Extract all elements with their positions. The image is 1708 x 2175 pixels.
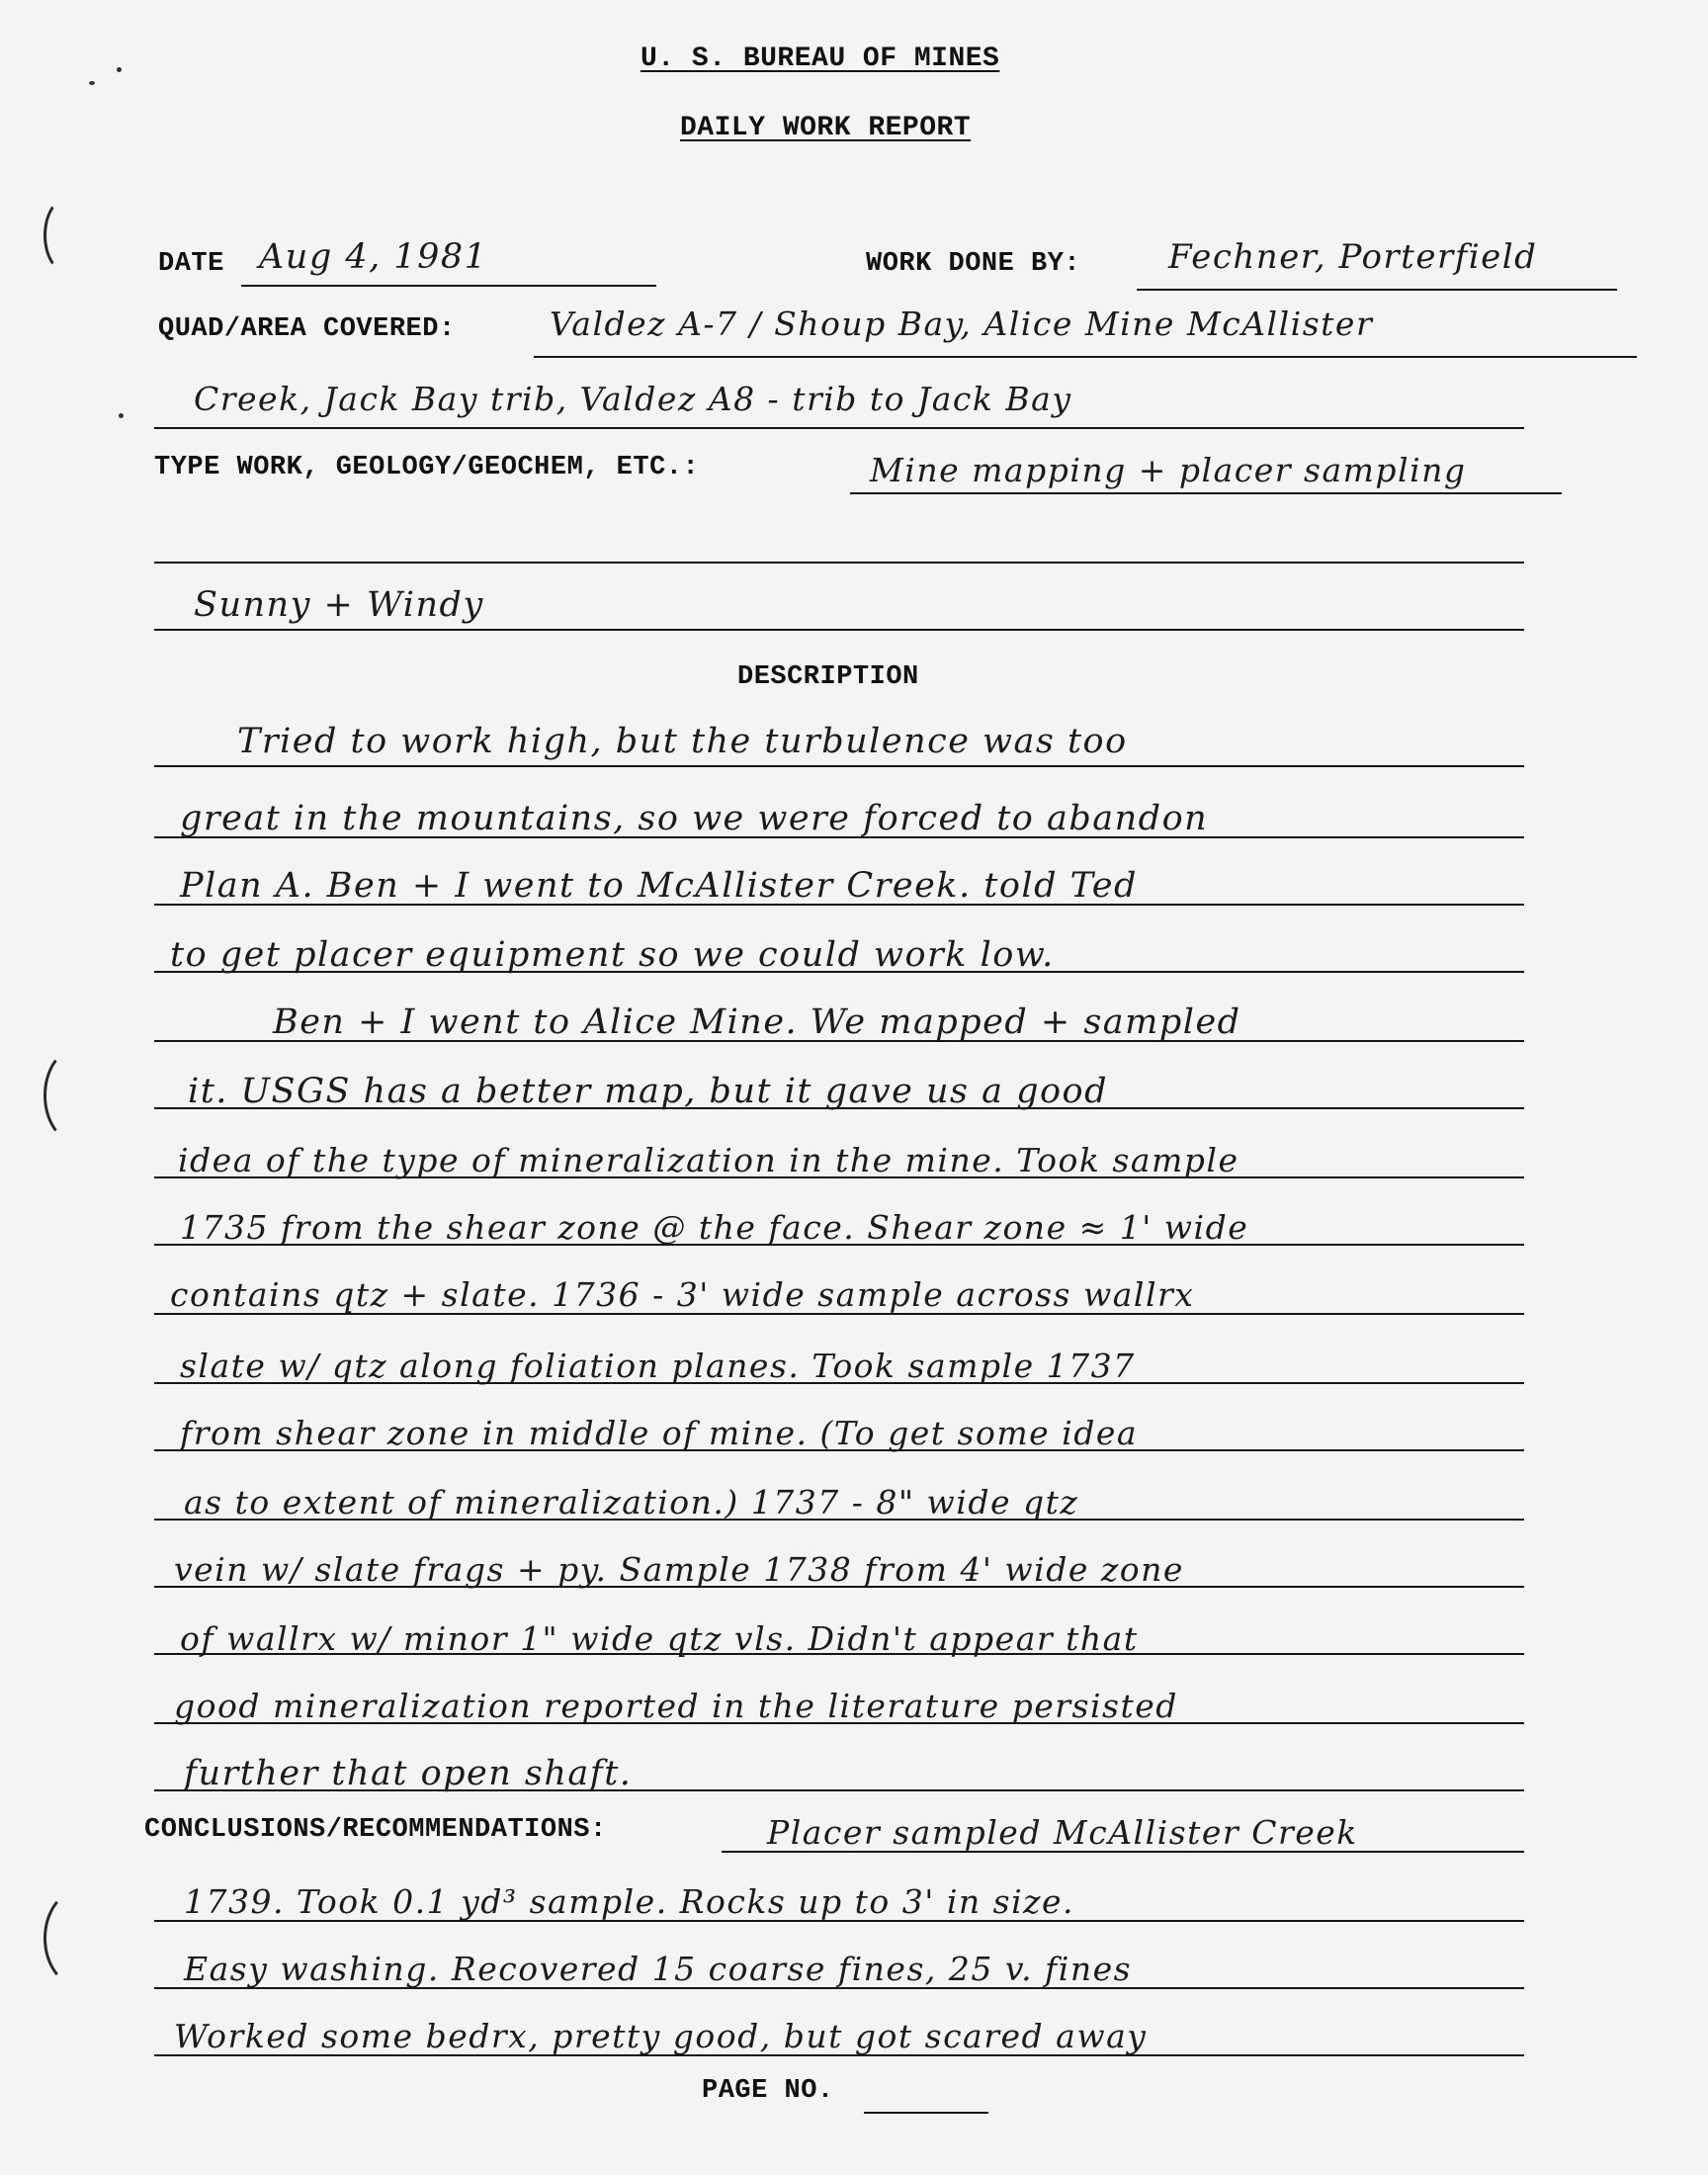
ink-speck xyxy=(119,413,124,418)
description-line: Tried to work high, but the turbulence was too xyxy=(237,722,1128,761)
description-rule xyxy=(154,904,1524,906)
punch-hole-middle xyxy=(43,1048,109,1143)
quad-area-label: QUAD/AREA COVERED: xyxy=(158,314,456,344)
quad-area-rule-1 xyxy=(534,356,1637,358)
description-rule xyxy=(154,1176,1524,1178)
conclusions-line: Easy washing. Recovered 15 coarse fines, 25 v. fines xyxy=(184,1950,1133,1988)
description-heading: DESCRIPTION xyxy=(737,662,919,692)
description-rule xyxy=(154,836,1524,838)
description-line: 1735 from the shear zone @ the face. Shear zone ≈ 1' wide xyxy=(180,1208,1249,1247)
type-work-rule xyxy=(850,492,1562,494)
description-rule xyxy=(154,1382,1524,1384)
description-line: vein w/ slate frags + py. Sample 1738 from 4' wide zone xyxy=(174,1550,1184,1589)
date-value: Aug 4, 1981 xyxy=(259,237,488,277)
quad-area-rule-2 xyxy=(154,427,1524,429)
quad-area-value-2: Creek, Jack Bay trib, Valdez A8 - trib to Jack Bay xyxy=(194,380,1072,418)
description-line: slate w/ qtz along foliation planes. Took sample 1737 xyxy=(180,1347,1136,1385)
description-rule xyxy=(154,1789,1524,1791)
weather-rule xyxy=(154,629,1524,631)
description-rule xyxy=(154,971,1524,973)
description-line: further that open shaft. xyxy=(184,1754,633,1793)
type-work-value: Mine mapping + placer sampling xyxy=(870,451,1467,489)
description-line: from shear zone in middle of mine. (To get some idea xyxy=(180,1414,1139,1452)
conclusions-rule xyxy=(722,1851,1524,1853)
report-title: DAILY WORK REPORT xyxy=(680,113,972,143)
punch-hole-top xyxy=(43,198,89,273)
conclusions-rule xyxy=(154,1920,1524,1922)
ink-speck xyxy=(89,81,95,85)
description-rule xyxy=(154,1653,1524,1655)
conclusions-line: Worked some bedrx, pretty good, but got scared away xyxy=(174,2017,1148,2055)
description-rule xyxy=(154,1244,1524,1246)
description-rule xyxy=(154,765,1524,767)
blank-rule xyxy=(154,562,1524,564)
ink-speck xyxy=(117,67,122,72)
description-line: it. USGS has a better map, but it gave us a good xyxy=(188,1072,1109,1111)
quad-area-value-1: Valdez A-7 / Shoup Bay, Alice Mine McAllister xyxy=(550,304,1374,343)
conclusions-line: 1739. Took 0.1 yd³ sample. Rocks up to 3' in size. xyxy=(184,1882,1075,1921)
page-number-rule xyxy=(864,2112,988,2114)
conclusions-rule xyxy=(154,1987,1524,1989)
work-done-by-value: Fechner, Porterfield xyxy=(1168,237,1538,277)
conclusions-label: CONCLUSIONS/RECOMMENDATIONS: xyxy=(144,1815,607,1845)
description-rule xyxy=(154,1586,1524,1588)
description-line: Plan A. Ben + I went to McAllister Creek. told Ted xyxy=(180,866,1138,906)
description-rule xyxy=(154,1449,1524,1451)
description-rule xyxy=(154,1107,1524,1109)
weather-note: Sunny + Windy xyxy=(194,585,484,625)
description-line: of wallrx w/ minor 1" wide qtz vls. Didn't appear that xyxy=(180,1619,1139,1658)
conclusions-line: Placer sampled McAllister Creek xyxy=(767,1813,1358,1852)
punch-hole-bottom xyxy=(43,1888,119,1988)
description-rule xyxy=(154,1040,1524,1042)
description-rule xyxy=(154,1722,1524,1724)
work-done-by-label: WORK DONE BY: xyxy=(866,249,1081,279)
description-line: to get placer equipment so we could work low. xyxy=(170,935,1055,975)
description-line: Ben + I went to Alice Mine. We mapped + sampled xyxy=(273,1002,1241,1042)
type-work-label: TYPE WORK, GEOLOGY/GEOCHEM, ETC.: xyxy=(154,453,700,482)
description-rule xyxy=(154,1313,1524,1315)
description-rule xyxy=(154,1519,1524,1521)
description-line: as to extent of mineralization.) 1737 - 8" wide qtz xyxy=(184,1483,1079,1522)
description-line: good mineralization reported in the literature persisted xyxy=(174,1687,1178,1725)
agency-title: U. S. BUREAU OF MINES xyxy=(640,44,1000,74)
date-rule xyxy=(241,285,656,287)
page-number-label: PAGE NO. xyxy=(702,2076,834,2106)
conclusions-rule xyxy=(154,2054,1524,2056)
description-line: idea of the type of mineralization in the mine. Took sample xyxy=(178,1141,1239,1179)
description-line: contains qtz + slate. 1736 - 3' wide sample across wallrx xyxy=(170,1275,1195,1314)
date-label: DATE xyxy=(158,249,224,279)
work-done-by-rule xyxy=(1137,289,1617,291)
description-line: great in the mountains, so we were forced to abandon xyxy=(180,799,1209,838)
